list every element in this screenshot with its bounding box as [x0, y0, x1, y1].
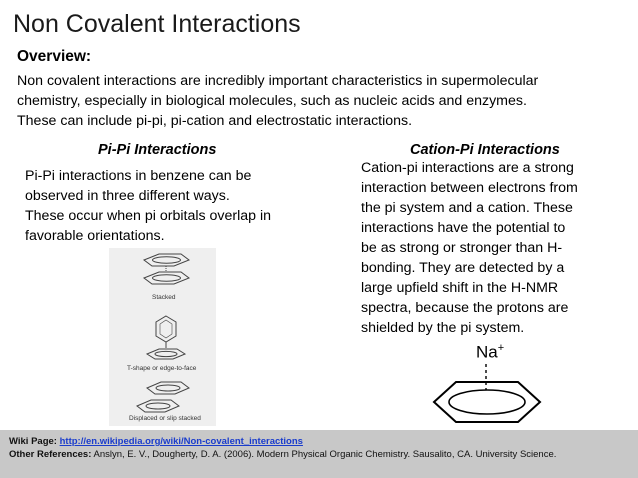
cation-line: bonding. They are detected by a: [361, 260, 565, 276]
pipi-line: favorable orientations.: [25, 228, 165, 244]
sodium-ion-label: Na+: [476, 342, 505, 362]
cation-heading: Cation-Pi Interactions: [410, 142, 560, 158]
other-references: [9, 449, 556, 460]
benzene-stacking-diagram: [109, 248, 216, 426]
wiki-label: Wiki Page:: [9, 436, 57, 447]
refs-text: Anslyn, E. V., Dougherty, D. A. (2006). Modern Physical Organic Chemistry. Sausalito, CA. University Science.: [93, 449, 557, 460]
footer: [0, 430, 638, 478]
pipi-line: observed in three different ways.: [25, 188, 230, 204]
cation-line: the pi system and a cation. These: [361, 200, 573, 216]
slide-title: Non Covalent Interactions: [13, 10, 301, 38]
tshape-label: T-shape or edge-to-face: [127, 365, 197, 372]
displaced-label: Displaced or slip stacked: [129, 415, 201, 422]
benzene-ring-diagram: [428, 340, 548, 430]
pi-stacking-figure: [109, 248, 216, 426]
stacked-label: Stacked: [152, 294, 176, 301]
pipi-heading: Pi-Pi Interactions: [98, 142, 217, 158]
pipi-line: Pi-Pi interactions in benzene can be: [25, 168, 252, 184]
cation-line: be as strong or stronger than H-: [361, 240, 563, 256]
displaced-benzene-pair: [137, 382, 189, 412]
cation-line: interactions have the potential to: [361, 220, 566, 236]
overview-text: [17, 71, 632, 131]
overview-line: chemistry, especially in biological molecules, such as nucleic acids and enzymes.: [17, 93, 527, 109]
pipi-line: These occur when pi orbitals overlap in: [25, 208, 272, 224]
stacked-benzene-pair: [144, 254, 189, 284]
cation-pi-figure: [428, 340, 548, 430]
overview-line: Non covalent interactions are incredibly important characteristics in supermolecular: [17, 73, 539, 89]
tshape-benzene-pair: [147, 316, 185, 359]
wiki-reference: [9, 436, 303, 447]
refs-label: Other References:: [9, 449, 92, 460]
overview-line: These can include pi-pi, pi-cation and electrostatic interactions.: [17, 113, 413, 129]
cation-line: large upfield shift in the H-NMR: [361, 280, 559, 296]
pipi-text: [25, 166, 325, 246]
overview-heading: Overview:: [17, 48, 92, 65]
cation-text: [361, 158, 636, 338]
cation-line: Cation-pi interactions are a strong: [361, 160, 574, 176]
cation-line: shielded by the pi system.: [361, 320, 525, 336]
cation-line: spectra, because the protons are: [361, 300, 569, 316]
wiki-link[interactable]: http://en.wikipedia.org/wiki/Non-covalent_interactions: [59, 436, 303, 447]
cation-line: interaction between electrons from: [361, 180, 578, 196]
